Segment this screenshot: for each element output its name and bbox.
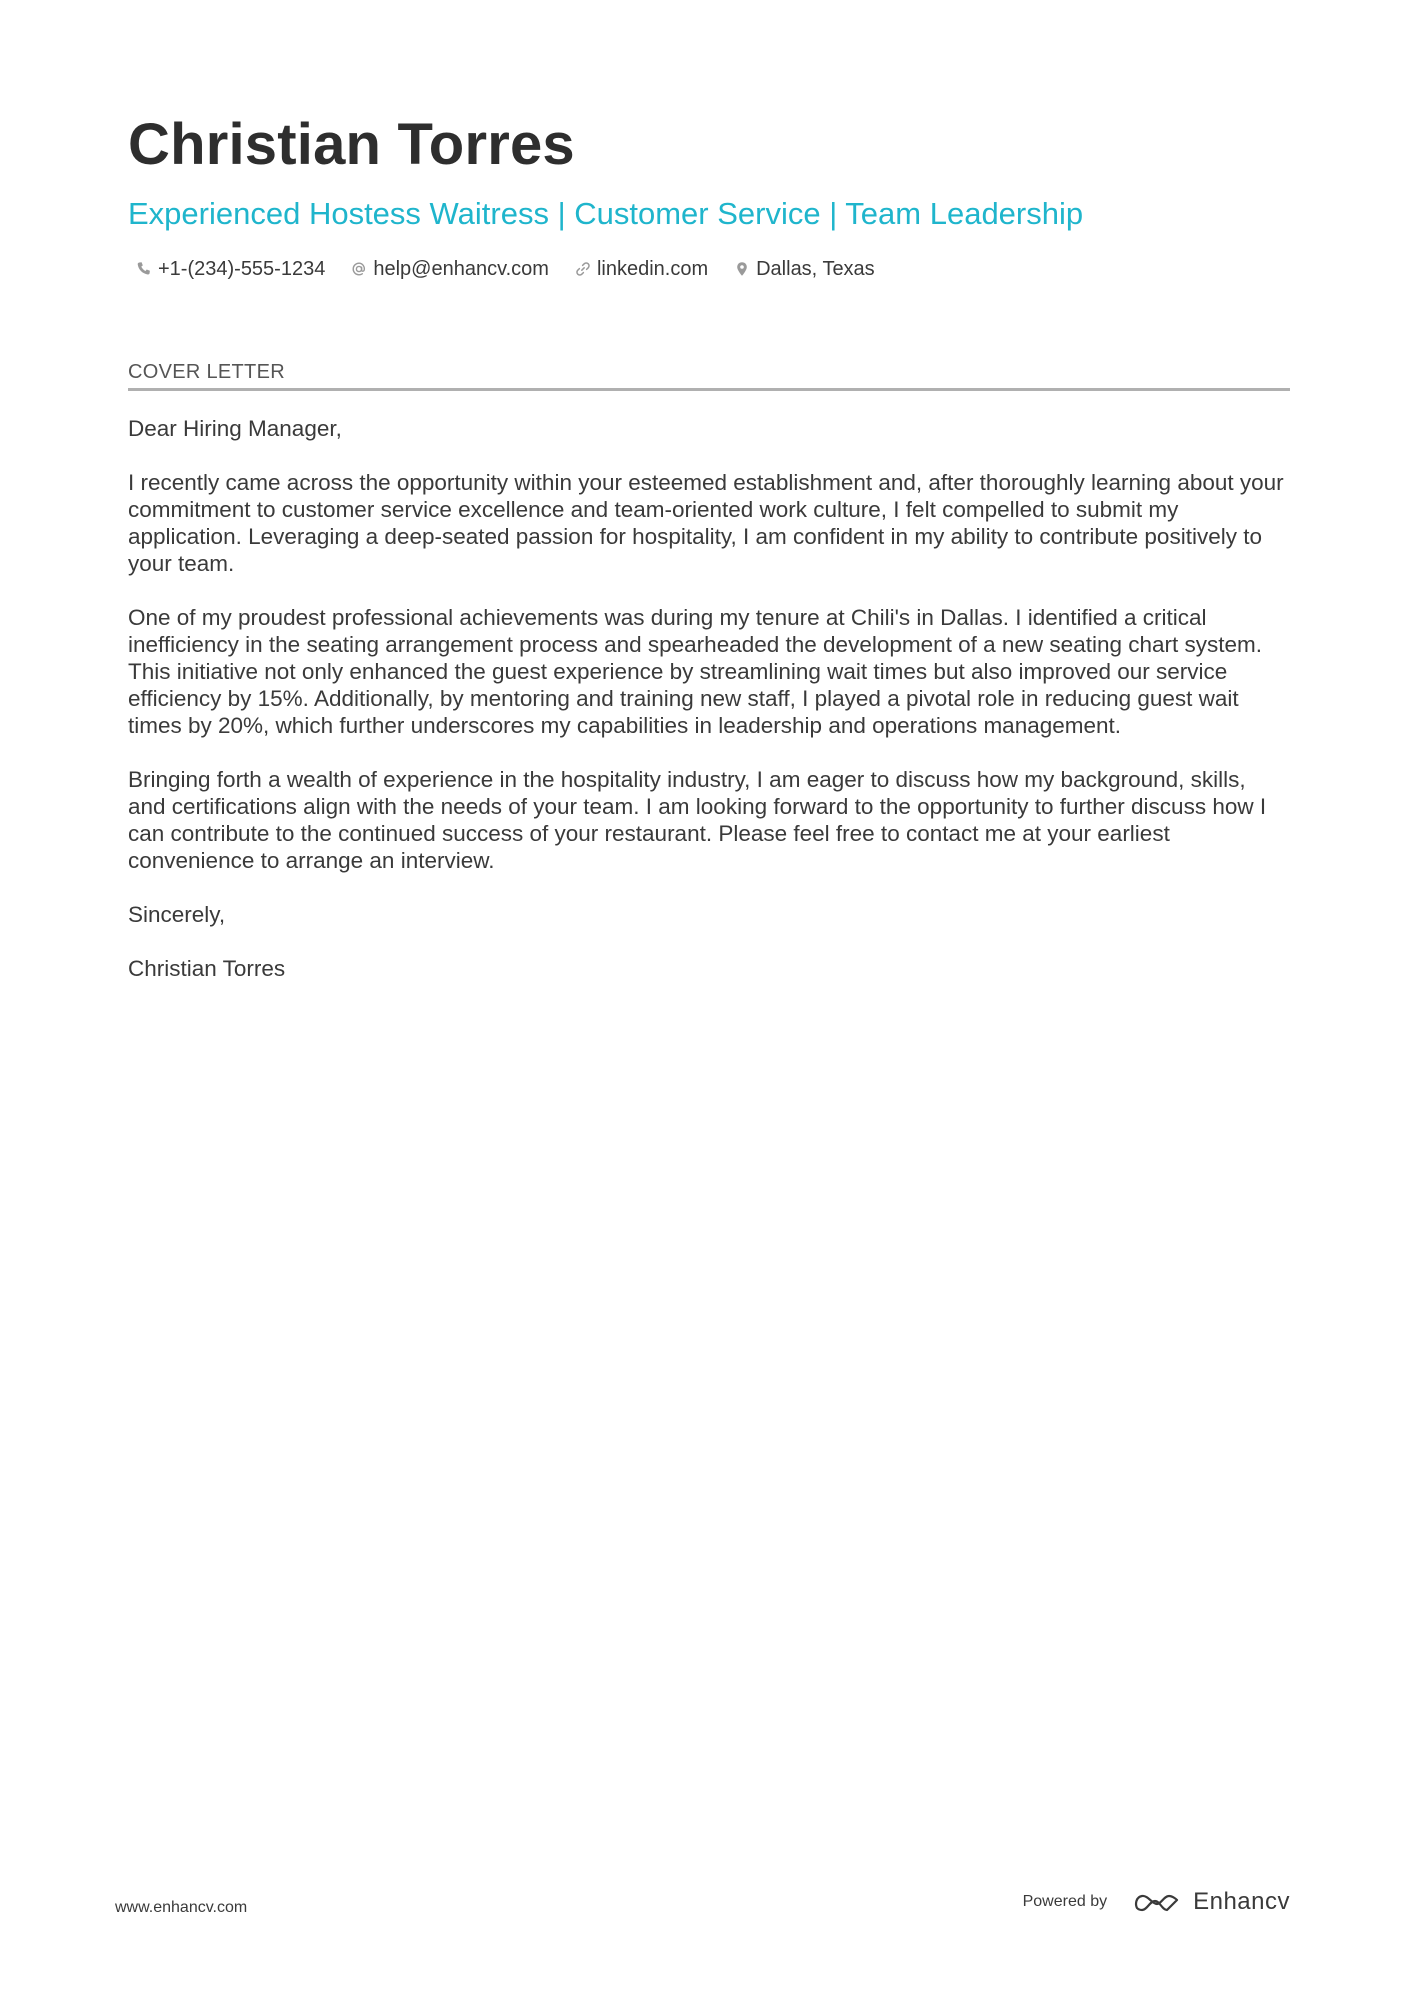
email-text[interactable]: help@enhancv.com — [373, 258, 549, 280]
contact-phone — [136, 254, 325, 284]
location-pin-icon — [734, 261, 750, 277]
link-text[interactable]: linkedin.com — [596, 258, 709, 280]
letter-greeting: Dear Hiring Manager, — [128, 416, 342, 441]
phone-icon — [136, 261, 152, 277]
contact-bar — [128, 254, 1288, 284]
brand-name: Enhancv — [1193, 1888, 1290, 1915]
contact-location — [734, 254, 875, 284]
cover-letter-section — [128, 358, 1290, 1009]
contact-email — [351, 254, 549, 284]
letter-paragraph: I recently came across the opportunity within your esteemed establishment and, after thoroughly learning about your commitment to customer service excellence and team-oriented work culture, I felt compelled to submit my application. Leveraging a deep-seated passion for hospitality, I am confident in my ability to contribute positively to your team. — [128, 470, 1284, 576]
letter-closing: Sincerely, — [128, 902, 226, 927]
contact-link — [575, 254, 708, 284]
link-icon — [575, 261, 591, 277]
letter-paragraph: One of my proudest professional achievements was during my tenure at Chili's in Dallas. I identified a critical inefficiency in the seating arrangement process and spearheaded the development of a new seating chart system. This initiative not only enhanced the guest experience by streamlining wait times but also improved our service efficiency by 15%. Additionally, by mentoring and training new staff, I played a pivotal role in reducing guest wait times by 20%, which further underscores my capabilities in leadership and operations management. — [128, 605, 1263, 738]
letter-paragraph: Bringing forth a wealth of experience in the hospitality industry, I am eager to discuss how my background, skills, and certifications align with the needs of your team. I am looking forward to the opportunity to further discuss how I can contribute to the continued success of your restaurant. Please feel free to contact me at your earliest convenience to arrange an interview. — [128, 767, 1267, 873]
footer-website[interactable]: www.enhancv.com — [115, 1899, 248, 1916]
footer-branding — [1023, 1888, 1290, 1916]
section-title: COVER LETTER — [128, 358, 1290, 391]
powered-by-text: Powered by — [1022, 1893, 1108, 1910]
headline: Experienced Hostess Waitress | Customer Service | Team Leadership — [128, 196, 1084, 231]
enhancv-logo-icon — [1133, 1888, 1181, 1916]
at-icon — [351, 261, 367, 277]
letter-signature: Christian Torres — [128, 956, 286, 981]
header — [128, 110, 1288, 284]
letter-body — [128, 415, 1288, 982]
candidate-name: Christian Torres — [128, 112, 575, 177]
location-text: Dallas, Texas — [756, 258, 875, 280]
phone-text[interactable]: +1-(234)-555-1234 — [158, 258, 326, 280]
